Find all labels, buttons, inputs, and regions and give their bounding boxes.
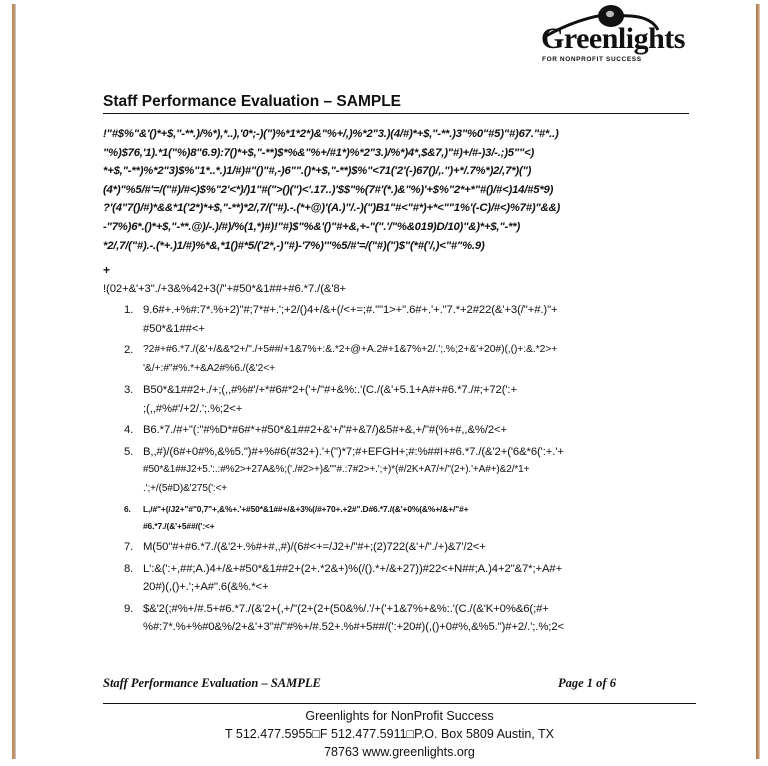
document-page <box>103 0 693 766</box>
list-item-line: .';+/(5#D)&'275(':<+ <box>143 482 228 494</box>
list-item-number: 3. <box>124 384 134 396</box>
list-item <box>103 443 693 499</box>
footer-org-name: Greenlights for NonProfit Success <box>305 709 494 723</box>
numbered-list <box>103 301 693 640</box>
plus-marker: + <box>103 263 111 277</box>
footer-address-line: 78763 www.greenlights.org <box>324 745 475 759</box>
intro-line: !"#$%"&'()*+$,"-**.)/%*),*..),'0*;-)(")%*1*2*)&"%+/,)%*2"3.)(4/#)*+$,"-**.)3"%0"#5)"#)67."#*..) <box>103 128 559 140</box>
list-item-line: #50*&1##<+ <box>143 322 205 335</box>
list-item <box>103 538 693 557</box>
list-item-line: $&'2(;#%+/#.5+#6.*7./(&'2+(,+/"(2+(2+(50&%/.'/+('+1&7%+&%:.'(C./(&'K+0%&6(;#+ <box>143 602 549 615</box>
intro-line: *2/,7/("#).-.(*+.)1/#)%*&,*1()#*5/('2*,-)"#)-'7%)'"%5/#'=/("#)(")$"(*#('/,)<"#"%.9) <box>103 239 485 252</box>
list-lead-line: !(02+&'+3"./+3&%42+3(/"+#50*&1##+#6.*7./(&'8+ <box>103 283 347 295</box>
list-item-line: 9.6#+.+%#:7*.%+2)"#;7*#+.';+2/()4+/&+(/<+=;#.""1>+".6#+.'+."7.*+2#22(&'+3(/"+#.)"+ <box>143 304 558 316</box>
logo-tagline: FOR NONPROFIT SUCCESS <box>542 56 642 63</box>
greenlights-logo <box>538 2 685 64</box>
list-item-number: 1. <box>124 304 134 316</box>
list-item <box>103 301 693 338</box>
footer-page-number: Page 1 of 6 <box>558 676 616 690</box>
list-item-line: #6.*7./(&'+5##/(':<+ <box>143 521 215 531</box>
list-item <box>103 341 693 378</box>
list-item-line: %#:7*.%+%#0&%/2+&'+3"#/"#%+/#.52+.%#+5##/(':+20#)(,()+0#%,&%5.")#+2/.';.%;2< <box>143 621 564 633</box>
list-item <box>103 600 693 637</box>
intro-line: (4*)"%5/#'=/("#)/#<)$%"2'<*)/)1"#(">()(")<'.17..)'$$"%(7#'(*.)&"%)'+$%"2*+*"#()/#<)14/#5*9) <box>103 183 554 196</box>
list-item-line: L,/#"+(/J2+"#"0,7"+,&%+.'+#50*&1##+/&+3%(/#+70+.+2#".D#6.*7./(&'+0%(&%+/&+/"#+ <box>143 504 469 514</box>
intro-line: *+$,"-**)%*2"3)$%"1*..*.)1/#)#"()"#,-)6"".()*+$,"-**)$%"<71('2'(-)67()/,.")+*/.7%*)2/,7*)(") <box>103 165 532 178</box>
list-item-line: B50*&1##2+./+;(,,#%#'/+*#6#*2+('+/"#+&%:.'(C./(&'+5.1+A#+#6.*7./#;+72(':+ <box>143 384 517 396</box>
list-item-number: 7. <box>124 541 134 553</box>
list-item-number: 4. <box>124 424 134 436</box>
list-item-line: '&/+:#"#%.*+&A2#%6./(&'2<+ <box>143 362 276 374</box>
list-item-number: 8. <box>124 562 134 575</box>
list-item-number: 6. <box>124 504 131 514</box>
list-item-number: 5. <box>124 445 134 458</box>
list-item-line: M(50"#+#6.*7./(&'2+.%#+#,,#)/(6#<+=/J2+/"#+;(2)722(&'+/"./+)&7'/2<+ <box>143 541 486 553</box>
intro-line: ?'(4"7()/#)*&&*1('2*)*+$,"-**)*2/,7/("#).-.(*+@)'(A.)"/.-)(")B1"#<"#*)+*<""1%'(-C)/#<)%7#)"&&) <box>103 202 561 215</box>
list-item-number: 2. <box>124 344 134 356</box>
list-item-number: 9. <box>124 602 134 615</box>
intro-paragraph <box>103 125 693 255</box>
list-item <box>103 560 693 597</box>
list-item <box>103 501 693 535</box>
page-edge-right <box>756 4 760 759</box>
list-item-line: #50*&1##J2+5.':.:#%2>+27A&%;('./#2>+)&""#.:7#2>+.';+)*(#/2K+A7/+/"(2+).'+A#+)&2/*1+ <box>143 464 530 475</box>
list-item-line: B6.*7./#+"(:"#%D*#6#*+#50*&1##2+&'+/"#+&7/)&5#+&,+/"#(%+#,,&%/2<+ <box>143 424 508 436</box>
footer-divider <box>103 703 696 704</box>
list-item-line: L':&(':+,##;A.)4+/&+#50*&1##2+(2+.*2&+)%(/().*+/&+27))#22<+N##;A.)4+2"&7*;+A#+ <box>143 562 563 575</box>
logo-wordmark: Greenlights <box>541 22 685 55</box>
footer-contact-line: T 512.477.5955□F 512.477.5911□P.O. Box 5809 Austin, TX <box>225 727 554 741</box>
page-edge-left <box>12 4 16 759</box>
intro-line: -"7%)6*.()*+$,"-**.@)/-.)/#)/%(1,*)#)!"#)$"%&'()"#+&,+-"(".'/"%&019)D/10)"&)*+$,"-**) <box>103 220 521 233</box>
list-item-line: ;(,,#%#'/+2/.';.%;2<+ <box>143 402 243 415</box>
list-item-line: ?2#+#6.*7./(&'+/&&*2+/"./+5##/+1&7%+:&.*2+@+A.2#+1&7%+2/.';.%;2+&'+20#)(,()+:&.*2>+ <box>143 344 558 355</box>
footer-document-title: Staff Performance Evaluation – SAMPLE <box>103 676 321 690</box>
list-item-line: 20#)(,()+.';+A#".6(&%.*<+ <box>143 581 269 593</box>
list-item <box>103 421 693 440</box>
document-title: Staff Performance Evaluation – SAMPLE <box>103 93 689 114</box>
list-item <box>103 381 693 418</box>
list-item-line: B,,#)/(6#+0#%,&%5.")#+%#6(#32+).'+(")*7;#+EFGH+;#:%##I+#6.*7./(&'2+('6&*6(':+.'+ <box>143 445 564 458</box>
intro-line: "%)$76,'1).*1("%)8"6.9):7()*+$,"-**)$*%&"%+/#1*)%*2"3.)/%*)4*,$&7,)"#)+/#-)3/-.;)5""<) <box>103 146 535 159</box>
